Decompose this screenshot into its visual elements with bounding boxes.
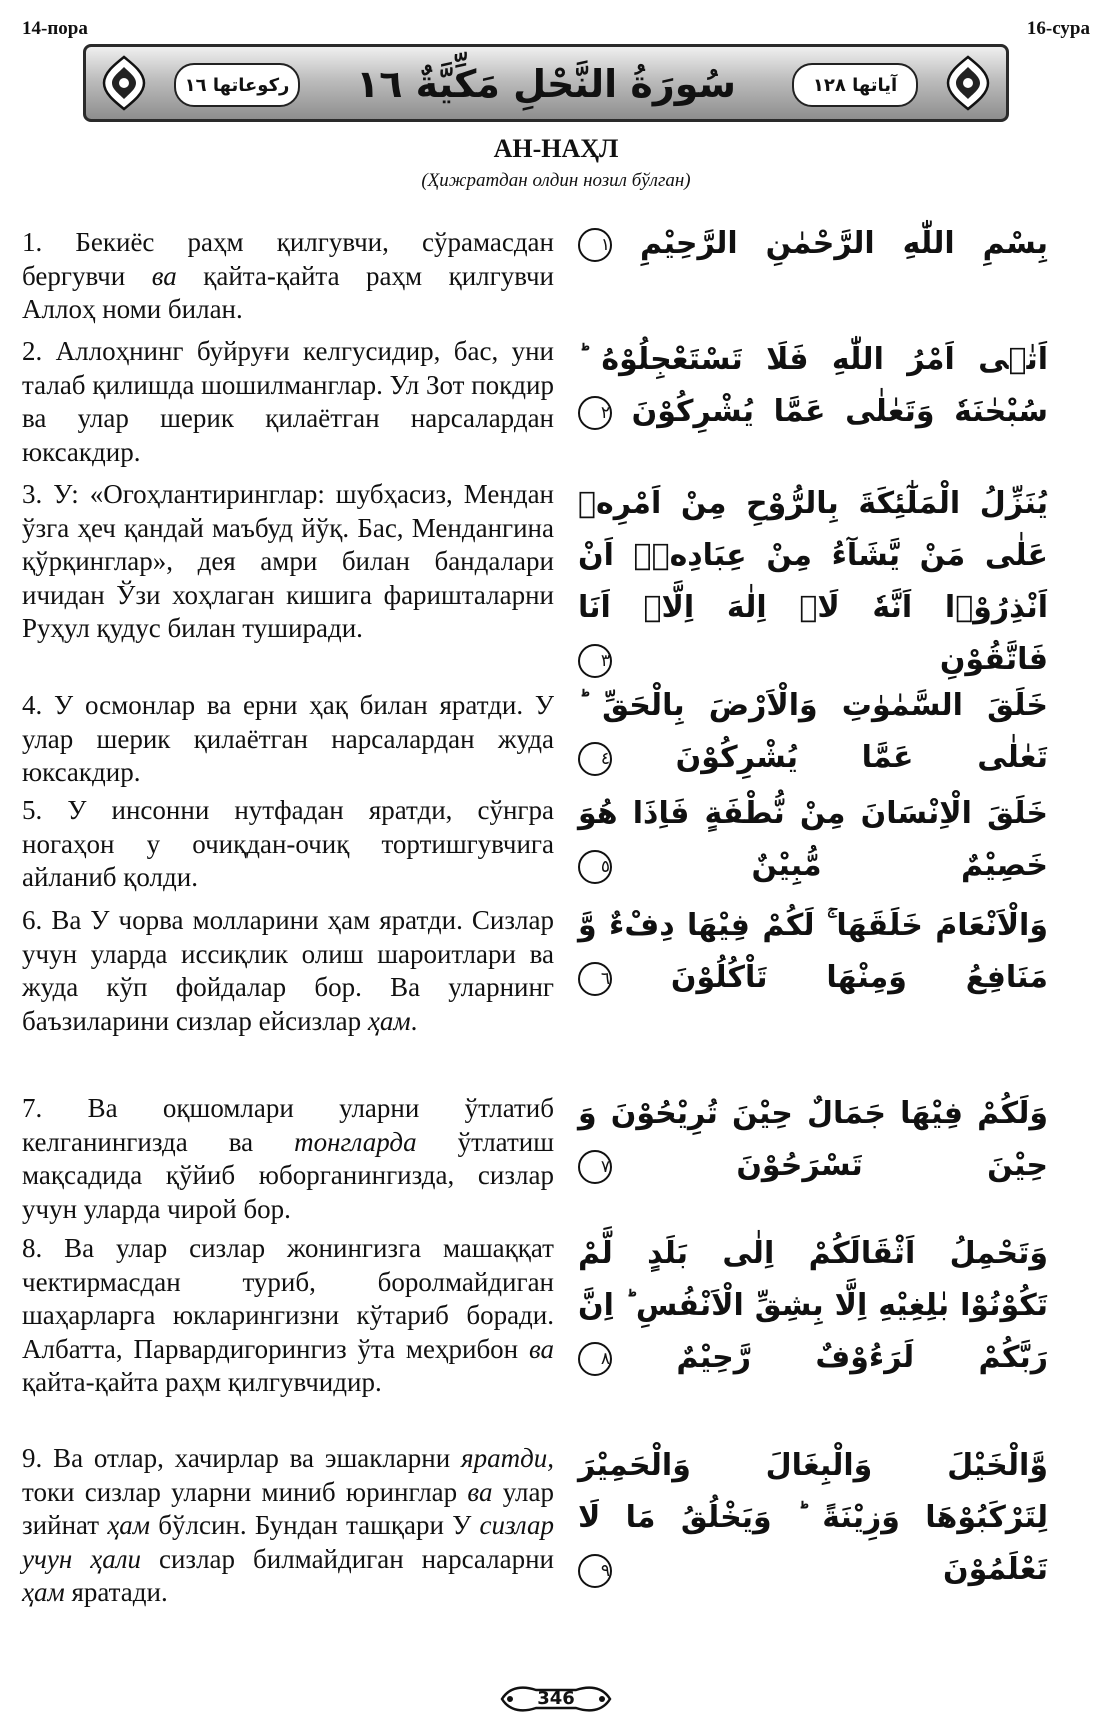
verse-arabic: وَلَكُمْ فِيْهَا جَمَالٌ حِيْنَ تُرِيْحُوْنَ وَ حِيْنَ تَسْرَحُوْنَ ٧ [578, 1096, 1048, 1183]
verse-translation: 9. Ва отлар, хачирлар ва эшакларни яратди, токи сизлар уларни миниб юринглар ва улар зийнат ҳам бўлсин. Бундан ташқари У сизлар учун ҳали сизлар билмайдиган нарсаларни ҳам яратади. [22, 1443, 554, 1607]
verse-arabic: بِسْمِ اللّٰهِ الرَّحْمٰنِ الرَّحِيْمِ ١ [578, 218, 1048, 270]
verse-arabic: وَّالْخَيْلَ وَالْبِغَالَ وَالْحَمِيْرَ لِتَرْكَبُوْهَا وَزِيْنَةً ؕ وَيَخْلُقُ مَا لَا تَعْلَمُوْنَ ٩ [578, 1448, 1048, 1587]
page-number: 346 [537, 1688, 575, 1709]
sura-title: АН-НАҲЛ [493, 134, 619, 163]
verse-translation: 2. Аллоҳнинг буйруғи келгусидир, бас, уни талаб қилишда шошилманглар. Ул Зот покдир ва улар шерик қилаётган нарсалардан юксакдир. [22, 336, 554, 467]
verse-translation: 1. Бекиёс раҳм қилгувчи, сўрамасдан бергувчи ва қайта-қайта раҳм қилгувчи Аллоҳ номи билан. [22, 227, 554, 324]
verse-arabic: اَتٰۤى اَمْرُ اللّٰهِ فَلَا تَسْتَعْجِلُوْهُ ؕ سُبْحٰنَهٗ وَتَعٰلٰى عَمَّا يُشْرِكُوْنَ ٢ [578, 342, 1048, 429]
verse-arabic: خَلَقَ الْاِنْسَانَ مِنْ نُّطْفَةٍ فَاِذَا هُوَ خَصِيْمٌ مُّبِيْنٌ ٥ [578, 796, 1048, 883]
verse-number-icon: ٣ [578, 644, 612, 678]
verse-number-icon: ٧ [578, 1150, 612, 1184]
verse-number-icon: ٦ [578, 962, 612, 996]
verse-translation: 5. У инсонни нутфадан яратди, сўнгра ногаҳон у очиқдан-очиқ тортишгувчига айланиб қолди. [22, 795, 554, 892]
juz-label: 14-пора [22, 18, 88, 39]
verse-number-icon: ٥ [578, 850, 612, 884]
verse-number-icon: ١ [578, 228, 612, 262]
verse-translation: 6. Ва У чорва молларини ҳам яратди. Сизлар учун уларда иссиқлик олиш шароитлари ва жуда кўп фойдалар бор. Ва уларнинг баъзиларини сизлар ейсизлар ҳам. [22, 905, 554, 1036]
sura-subtitle: (Ҳижратдан олдин нозил бўлган) [421, 170, 691, 191]
sura-title-arabic: سُورَةُ النَّحْلِ مَكِّيَّةٌ ١٦ [356, 62, 736, 106]
ruku-count-badge: ركوعاتها ١٦ [174, 63, 300, 107]
verse-number-icon: ٢ [578, 396, 612, 430]
verse-number-icon: ٩ [578, 1554, 612, 1588]
verse-arabic: وَتَحْمِلُ اَثْقَالَكُمْ اِلٰى بَلَدٍ لَّمْ تَكُوْنُوْا بٰلِغِيْهِ اِلَّا بِشِقِّ الْاَنْفُسِ ؕ اِنَّ رَبَّكُمْ لَرَءُوْفٌ رَّحِيْمٌ ٨ [578, 1236, 1048, 1375]
page-number-badge [496, 1682, 616, 1716]
verse-translation: 8. Ва улар сизлар жонингизга машаққат чектирмасдан туриб, боролмайдиган шаҳарларга юкларингизни кўтариб боради. Албатта, Парвардигорингиз ўта меҳрибон ва қайта-қайта раҳм қилгувчидир. [22, 1233, 554, 1397]
verse-arabic: يُنَزِّلُ الْمَلٰٓئِكَةَ بِالرُّوْحِ مِنْ اَمْرِهٖ عَلٰى مَنْ يَّشَآءُ مِنْ عِبَادِهٖۤ اَنْ اَنْذِرُوْۤا اَنَّهٗ لَاۤ اِلٰهَ اِلَّاۤ اَنَا فَاتَّقُوْنِ ٣ [578, 486, 1048, 677]
verse-translation: 7. Ва оқшомлари уларни ўтлатиб келганингизда ва тонгларда ўтлатиш мақсадида қўйиб юборганингизда, сизлар учун уларда чирой бор. [22, 1093, 554, 1224]
verse-translation: 4. У осмонлар ва ерни ҳақ билан яратди. У улар шерик қилаётган нарсалардан жуда юксакдир. [22, 690, 554, 787]
verse-number-icon: ٤ [578, 742, 612, 776]
verse-translation: 3. У: «Огоҳлантиринглар: шубҳасиз, Мендан ўзга ҳеч қандай маъбуд йўқ. Бас, Мендангина қўрқинглар», дея амри билан бандалари ичидан Ўзи хоҳлаган кишига фаришталарни Руҳул қудус билан туширади. [22, 479, 554, 643]
ayat-count-badge: آياتها ١٢٨ [792, 63, 918, 107]
verse-arabic: وَالْاَنْعَامَ خَلَقَهَا ۚ لَكُمْ فِيْهَا دِفْءٌ وَّ مَنَافِعُ وَمِنْهَا تَاْكُلُوْنَ ٦ [578, 908, 1048, 995]
verse-arabic: خَلَقَ السَّمٰوٰتِ وَالْاَرْضَ بِالْحَقِّ ؕ تَعٰلٰى عَمَّا يُشْرِكُوْنَ ٤ [578, 688, 1048, 775]
verse-number-icon: ٨ [578, 1342, 612, 1376]
sura-number-label: 16-сура [1026, 18, 1090, 39]
